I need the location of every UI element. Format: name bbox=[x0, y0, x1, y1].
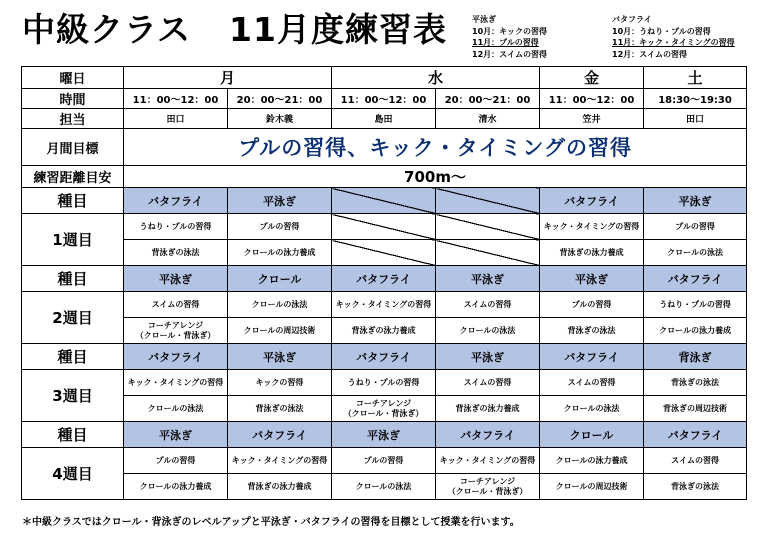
legend-breaststroke bbox=[472, 14, 547, 60]
legend-item: 10月：キックの習得 bbox=[472, 26, 547, 36]
stroke-cell: クロール bbox=[228, 266, 332, 292]
practice-item: クロールの泳法 bbox=[332, 474, 436, 500]
practice-item: コーチアレンジ （クロール・背泳ぎ） bbox=[436, 474, 540, 500]
practice-item: キック・タイミングの習得 bbox=[124, 370, 228, 396]
practice-item: クロールの周辺技術 bbox=[228, 318, 332, 344]
page-title bbox=[22, 8, 447, 52]
distance-row bbox=[22, 166, 747, 188]
practice-item: キック・タイミングの習得 bbox=[332, 292, 436, 318]
instructor-row bbox=[22, 109, 747, 129]
day-row bbox=[22, 67, 747, 89]
practice-item: 背泳ぎの泳力養成 bbox=[436, 396, 540, 422]
week-label: 4週目 bbox=[22, 448, 124, 500]
instructor-cell: 清水 bbox=[436, 109, 540, 129]
practice-item: 背泳ぎの泳力養成 bbox=[332, 318, 436, 344]
legend-item: 12月：スイムの習得 bbox=[612, 49, 687, 59]
practice-item: クロールの泳力養成 bbox=[228, 240, 332, 266]
practice-row bbox=[22, 292, 747, 318]
time-cell: 18:30～19:30 bbox=[644, 89, 747, 109]
stroke-cell: クロール bbox=[540, 422, 644, 448]
stroke-cell: 平泳ぎ bbox=[436, 266, 540, 292]
practice-row bbox=[22, 318, 747, 344]
time-cell: 11：00～12：00 bbox=[124, 89, 228, 109]
stroke-cell: バタフライ bbox=[332, 344, 436, 370]
day-label: 曜日 bbox=[22, 67, 124, 89]
practice-row bbox=[22, 240, 747, 266]
week-label: 2週目 bbox=[22, 292, 124, 344]
practice-row bbox=[22, 370, 747, 396]
practice-item: プルの習得 bbox=[540, 292, 644, 318]
class-name: 中級クラス bbox=[22, 10, 192, 49]
stroke-cell: バタフライ bbox=[124, 344, 228, 370]
instructor-cell: 島田 bbox=[332, 109, 436, 129]
instructor-cell: 田口 bbox=[644, 109, 747, 129]
day-friday: 金 bbox=[540, 67, 644, 89]
practice-item: プルの習得 bbox=[228, 214, 332, 240]
stroke-cell: 平泳ぎ bbox=[124, 266, 228, 292]
practice-item: うねり・プルの習得 bbox=[332, 370, 436, 396]
practice-row bbox=[22, 448, 747, 474]
category-label: 種目 bbox=[22, 188, 124, 214]
practice-item: 背泳ぎの泳力養成 bbox=[228, 474, 332, 500]
practice-item: 背泳ぎの泳法 bbox=[124, 240, 228, 266]
empty-cell bbox=[332, 214, 436, 240]
practice-item: キック・タイミングの習得 bbox=[436, 448, 540, 474]
stroke-cell: 平泳ぎ bbox=[332, 422, 436, 448]
legend-item: 11月：キック・タイミングの習得 bbox=[612, 38, 735, 47]
instructor-label: 担当 bbox=[22, 109, 124, 129]
category-label: 種目 bbox=[22, 422, 124, 448]
practice-item: 背泳ぎの周辺技術 bbox=[644, 396, 747, 422]
stroke-cell: 平泳ぎ bbox=[228, 344, 332, 370]
practice-item: クロールの周辺技術 bbox=[540, 474, 644, 500]
legend-item: 平泳ぎ bbox=[472, 15, 496, 24]
month-title: 11月度練習表 bbox=[229, 10, 447, 49]
stroke-cell: 平泳ぎ bbox=[540, 266, 644, 292]
stroke-cell: バタフライ bbox=[436, 422, 540, 448]
practice-row bbox=[22, 474, 747, 500]
practice-item: キック・タイミングの習得 bbox=[228, 448, 332, 474]
practice-item: コーチアレンジ （クロール・背泳ぎ） bbox=[124, 318, 228, 344]
practice-item: クロールの泳法 bbox=[644, 240, 747, 266]
goal-row bbox=[22, 129, 747, 166]
distance-value: 700m～ bbox=[124, 166, 747, 188]
empty-cell bbox=[332, 188, 436, 214]
empty-cell bbox=[332, 240, 436, 266]
stroke-cell: 平泳ぎ bbox=[228, 188, 332, 214]
practice-row bbox=[22, 396, 747, 422]
footnote: ＊中級クラスではクロール・背泳ぎのレベルアップと平泳ぎ・バタフライの習得を目標として授業を行います。 bbox=[22, 517, 520, 528]
stroke-cell: バタフライ bbox=[228, 422, 332, 448]
instructor-cell: 笠井 bbox=[540, 109, 644, 129]
instructor-cell: 田口 bbox=[124, 109, 228, 129]
category-row bbox=[22, 266, 747, 292]
practice-item: 背泳ぎの泳力養成 bbox=[540, 240, 644, 266]
practice-item: クロールの泳力養成 bbox=[540, 448, 644, 474]
category-row bbox=[22, 422, 747, 448]
time-label: 時間 bbox=[22, 89, 124, 109]
empty-cell bbox=[436, 214, 540, 240]
time-cell: 20：00～21：00 bbox=[228, 89, 332, 109]
stroke-cell: バタフライ bbox=[332, 266, 436, 292]
practice-item: クロールの泳法 bbox=[124, 396, 228, 422]
practice-item: クロールの泳力養成 bbox=[124, 474, 228, 500]
practice-item: スイムの習得 bbox=[540, 370, 644, 396]
stroke-cell: 背泳ぎ bbox=[644, 344, 747, 370]
practice-item: スイムの習得 bbox=[124, 292, 228, 318]
practice-item: 背泳ぎの泳法 bbox=[228, 396, 332, 422]
practice-item: クロールの泳法 bbox=[436, 318, 540, 344]
day-monday: 月 bbox=[124, 67, 332, 89]
practice-item: クロールの泳法 bbox=[540, 396, 644, 422]
time-row bbox=[22, 89, 747, 109]
practice-item: プルの習得 bbox=[124, 448, 228, 474]
stroke-cell: 平泳ぎ bbox=[124, 422, 228, 448]
practice-item: スイムの習得 bbox=[436, 292, 540, 318]
category-label: 種目 bbox=[22, 266, 124, 292]
legend-butterfly bbox=[612, 14, 735, 60]
practice-item: 背泳ぎの泳法 bbox=[540, 318, 644, 344]
empty-cell bbox=[436, 188, 540, 214]
practice-item: キック・タイミングの習得 bbox=[540, 214, 644, 240]
practice-item: クロールの泳力養成 bbox=[644, 318, 747, 344]
distance-label: 練習距離目安 bbox=[22, 166, 124, 188]
time-cell: 20：00～21：00 bbox=[436, 89, 540, 109]
monthly-goal: プルの習得、キック・タイミングの習得 bbox=[124, 129, 747, 166]
practice-item: 背泳ぎの泳法 bbox=[644, 474, 747, 500]
legend-item: バタフライ bbox=[612, 15, 652, 24]
category-row bbox=[22, 188, 747, 214]
category-label: 種目 bbox=[22, 344, 124, 370]
practice-item: うねり・プルの習得 bbox=[644, 292, 747, 318]
schedule-table bbox=[21, 66, 747, 500]
goal-label: 月間目標 bbox=[22, 129, 124, 166]
legend-item: 12月：スイムの習得 bbox=[472, 49, 547, 59]
practice-item: スイムの習得 bbox=[436, 370, 540, 396]
week-label: 1週目 bbox=[22, 214, 124, 266]
stroke-cell: 平泳ぎ bbox=[436, 344, 540, 370]
instructor-cell: 鈴木義 bbox=[228, 109, 332, 129]
day-saturday: 土 bbox=[644, 67, 747, 89]
practice-row bbox=[22, 214, 747, 240]
day-wednesday: 水 bbox=[332, 67, 540, 89]
stroke-cell: バタフライ bbox=[540, 344, 644, 370]
category-row bbox=[22, 344, 747, 370]
practice-item: プルの習得 bbox=[332, 448, 436, 474]
practice-item: コーチアレンジ （クロール・背泳ぎ） bbox=[332, 396, 436, 422]
empty-cell bbox=[436, 240, 540, 266]
practice-item: 背泳ぎの泳法 bbox=[644, 370, 747, 396]
stroke-cell: バタフライ bbox=[644, 422, 747, 448]
practice-item: クロールの泳法 bbox=[228, 292, 332, 318]
legend-item: 10月：うねり・プルの習得 bbox=[612, 26, 711, 36]
stroke-cell: バタフライ bbox=[644, 266, 747, 292]
practice-item: スイムの習得 bbox=[644, 448, 747, 474]
week-label: 3週目 bbox=[22, 370, 124, 422]
practice-item: キックの習得 bbox=[228, 370, 332, 396]
practice-item: うねり・プルの習得 bbox=[124, 214, 228, 240]
practice-item: プルの習得 bbox=[644, 214, 747, 240]
legend-item: 11月：プルの習得 bbox=[472, 38, 539, 47]
time-cell: 11：00～12：00 bbox=[332, 89, 436, 109]
time-cell: 11：00～12：00 bbox=[540, 89, 644, 109]
stroke-cell: 平泳ぎ bbox=[644, 188, 747, 214]
stroke-cell: バタフライ bbox=[124, 188, 228, 214]
stroke-cell: バタフライ bbox=[540, 188, 644, 214]
schedule-body bbox=[22, 67, 747, 500]
